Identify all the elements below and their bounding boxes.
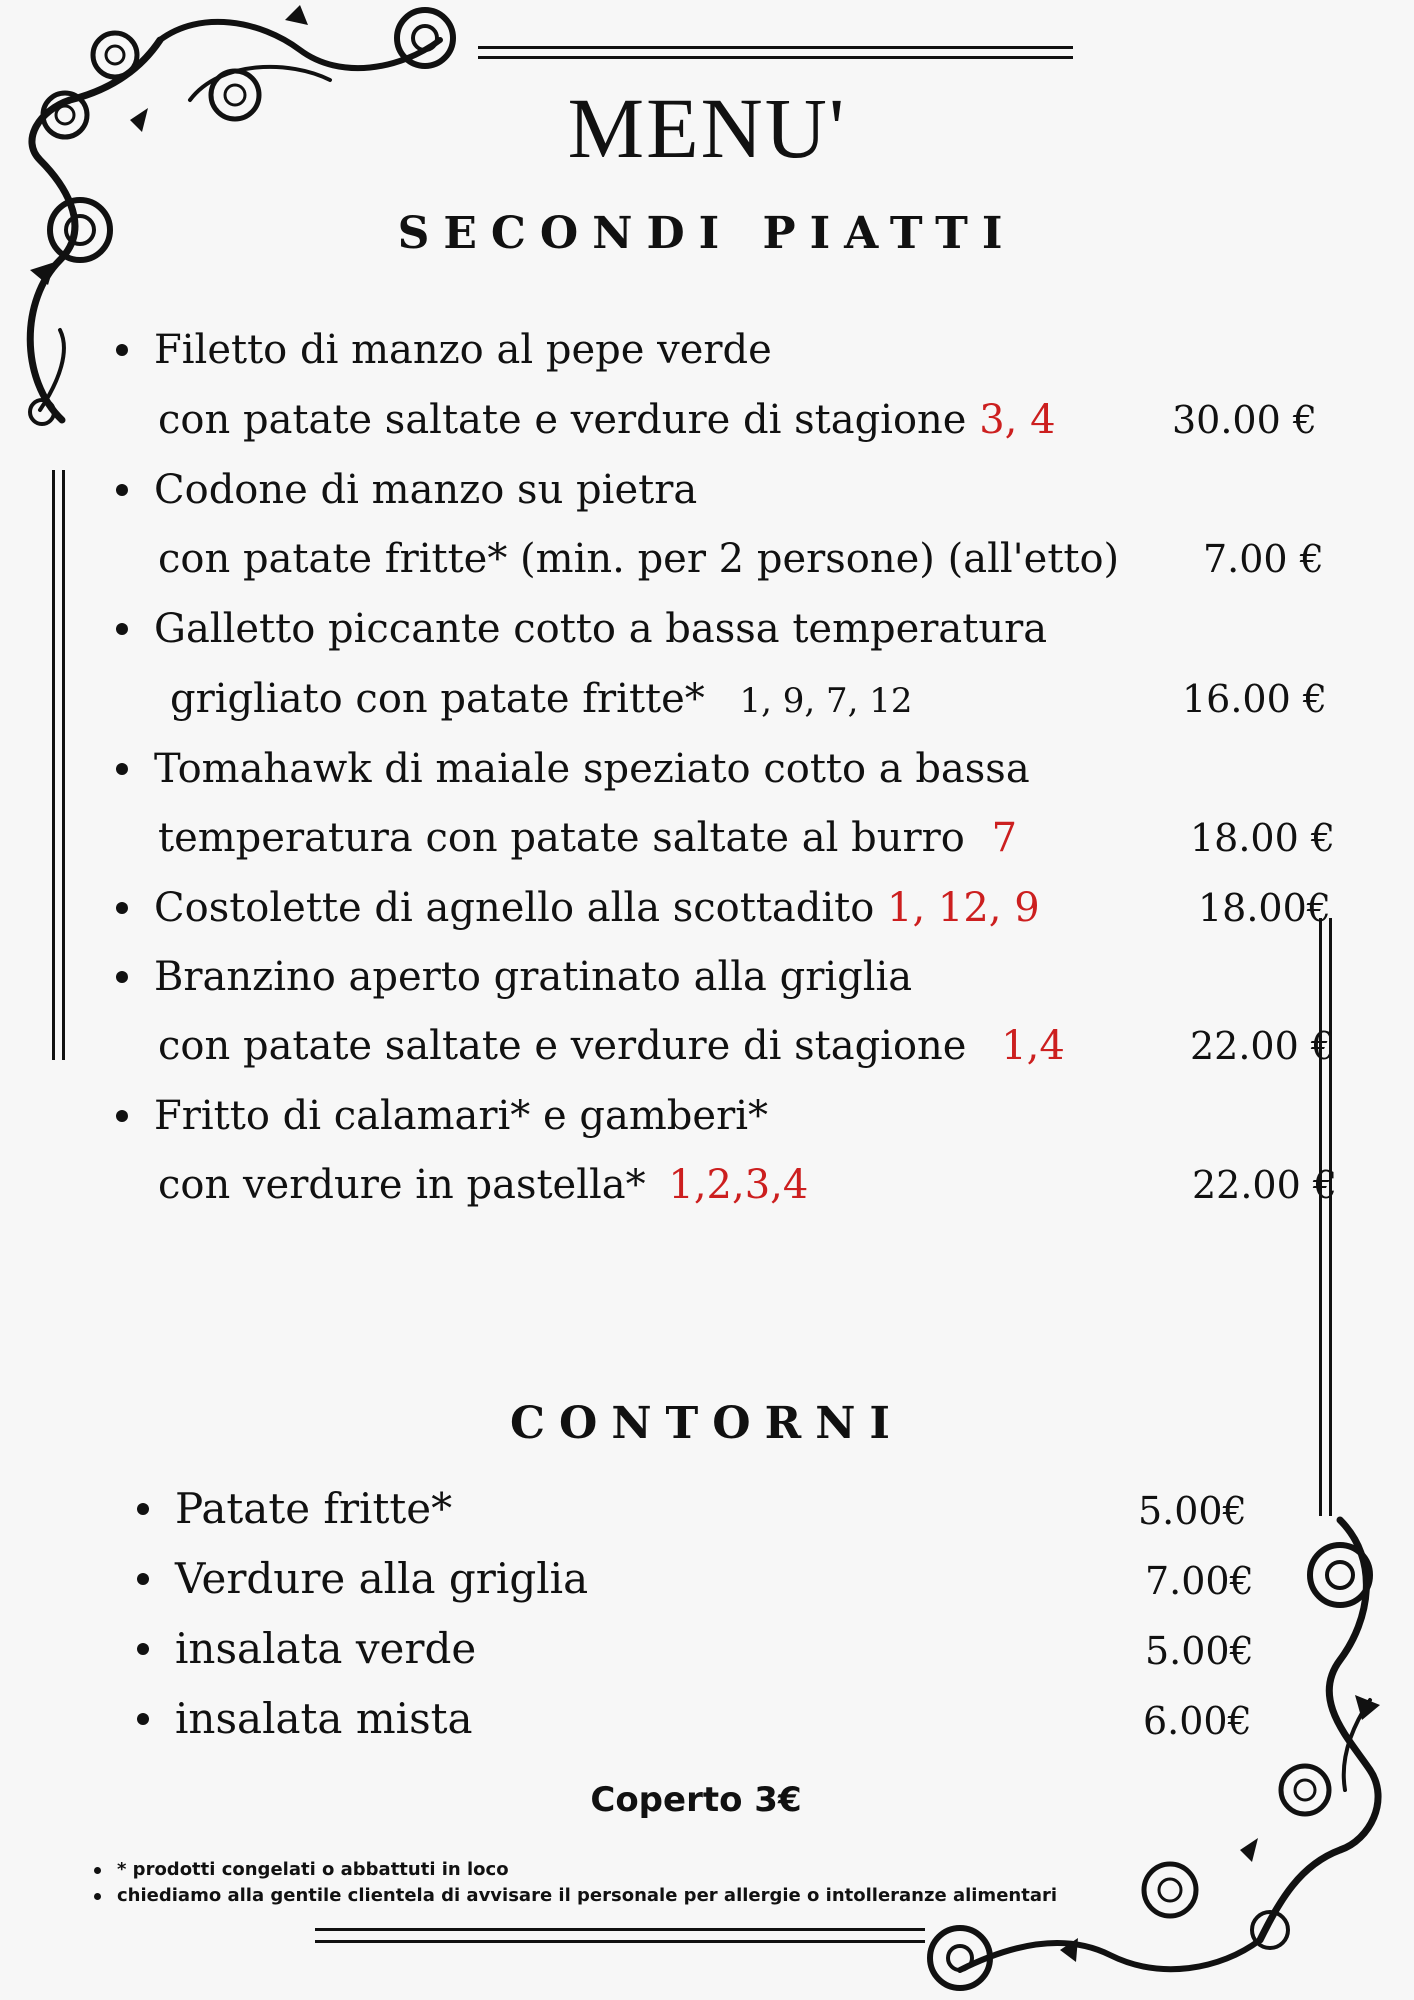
note-0: * prodotti congelati o abbattuti in loco [117, 1859, 509, 1880]
side-bullet-3 [137, 1713, 149, 1725]
dish-2-line1: Galletto piccante cotto a bassa temperatura [154, 606, 1048, 652]
dish-5-desc: con patate saltate e verdure di stagione [158, 1023, 967, 1069]
dish-5-line2 [158, 1022, 1065, 1070]
top-rule-2 [478, 56, 1073, 59]
dish-6-line2 [158, 1161, 808, 1209]
bottom-rule-1 [315, 1928, 925, 1931]
dish-4-desc: Costolette di agnello alla scottadito [154, 885, 875, 931]
dish-0-price: 30.00 € [1172, 398, 1318, 442]
side-2-price: 5.00€ [1145, 1629, 1254, 1673]
side-2-name: insalata verde [175, 1624, 477, 1673]
bullet-3 [116, 763, 128, 775]
dish-3-price: 18.00 € [1190, 816, 1336, 860]
side-1-price: 7.00€ [1145, 1559, 1254, 1603]
note-1: chiediamo alla gentile clientela di avvisare il personale per allergie o intolleranze alimentari [117, 1885, 1058, 1906]
dish-4-price: 18.00€ [1198, 886, 1331, 930]
side-bullet-0 [137, 1503, 149, 1515]
dish-0-line2 [158, 396, 1056, 444]
dish-6-allergens: 1,2,3,4 [668, 1162, 809, 1208]
side-3-price: 6.00€ [1143, 1699, 1252, 1743]
side-3-name: insalata mista [175, 1694, 473, 1743]
dish-2-allergens: 1, 9, 7, 12 [739, 681, 913, 721]
bullet-2 [116, 623, 128, 635]
dish-2-price: 16.00 € [1182, 677, 1328, 721]
bullet-6 [116, 1110, 128, 1122]
bullet-1 [116, 484, 128, 496]
dish-6-price: 22.00 € [1192, 1163, 1338, 1207]
dish-2-line2 [170, 675, 913, 725]
note-bullet-0 [94, 1867, 101, 1874]
coperto-label: Coperto 3€ [590, 1780, 802, 1820]
note-bullet-1 [94, 1893, 101, 1900]
top-rule-1 [478, 46, 1073, 49]
bullet-0 [116, 344, 128, 356]
dish-4-allergens: 1, 12, 9 [887, 885, 1040, 931]
dish-6-desc: con verdure in pastella* [158, 1162, 646, 1208]
dish-3-line2 [158, 814, 1017, 862]
left-vrule-2 [62, 470, 65, 1060]
dish-5-allergens: 1,4 [1001, 1023, 1065, 1069]
menu-title [0, 78, 1414, 178]
dish-0-line1: Filetto di manzo al pepe verde [154, 327, 772, 373]
dish-5-price: 22.00 € [1190, 1024, 1336, 1068]
dish-0-allergens: 3, 4 [979, 397, 1056, 443]
bullet-4 [116, 902, 128, 914]
side-0-price: 5.00€ [1138, 1489, 1247, 1533]
section-title-secondi: SECONDI PIATTI [397, 208, 1017, 259]
left-vrule-1 [52, 470, 55, 1060]
side-1-name: Verdure alla griglia [175, 1554, 589, 1603]
dish-3-allergens: 7 [991, 815, 1018, 861]
dish-3-line1: Tomahawk di maiale speziato cotto a bassa [154, 746, 1030, 792]
dish-5-line1: Branzino aperto gratinato alla griglia [154, 954, 913, 1000]
dish-1-price: 7.00 € [1203, 537, 1324, 581]
dish-6-line1: Fritto di calamari* e gamberi* [154, 1093, 768, 1139]
side-bullet-1 [137, 1573, 149, 1585]
dish-3-desc: temperatura con patate saltate al burro [158, 815, 965, 861]
side-bullet-2 [137, 1643, 149, 1655]
dish-1-line1: Codone di manzo su pietra [154, 467, 698, 513]
dish-0-desc: con patate saltate e verdure di stagione [158, 397, 967, 443]
bottom-rule-2 [315, 1940, 925, 1943]
side-0-name: Patate fritte* [175, 1484, 453, 1533]
section-title-contorni: CONTORNI [509, 1398, 904, 1449]
menu-title-text: MENU' [567, 80, 847, 176]
dish-4-line1 [154, 884, 1040, 932]
dish-1-line2: con patate fritte* (min. per 2 persone) (all'etto) [158, 536, 1120, 582]
dish-2-desc: grigliato con patate fritte* [170, 676, 705, 722]
bullet-5 [116, 971, 128, 983]
